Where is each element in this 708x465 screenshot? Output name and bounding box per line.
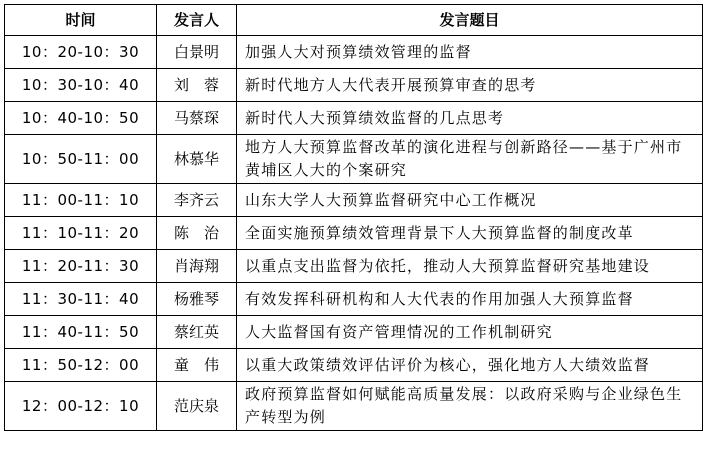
header-topic: 发言题目: [237, 5, 703, 36]
time-cell: 11：50-12：00: [5, 349, 157, 382]
topic-cell: 新时代人大预算绩效监督的几点思考: [237, 102, 703, 135]
topic-cell: 山东大学人大预算监督研究中心工作概况: [237, 184, 703, 217]
table-row: [5, 135, 703, 184]
time-cell: 10：30-10：40: [5, 69, 157, 102]
topic-cell: 以重点支出监督为依托，推动人大预算监督研究基地建设: [237, 250, 703, 283]
speaker-cell: 陈 治: [157, 217, 237, 250]
table-row: [5, 316, 703, 349]
table-row: [5, 349, 703, 382]
time-cell: 10：40-10：50: [5, 102, 157, 135]
table-row: [5, 69, 703, 102]
table-row: [5, 36, 703, 69]
topic-cell: 有效发挥科研机构和人大代表的作用加强人大预算监督: [237, 283, 703, 316]
table-row: [5, 102, 703, 135]
speaker-cell: 蔡红英: [157, 316, 237, 349]
header-row: [5, 5, 703, 36]
time-cell: 11：40-11：50: [5, 316, 157, 349]
time-cell: 11：00-11：10: [5, 184, 157, 217]
time-cell: 10：50-11：00: [5, 135, 157, 184]
topic-cell: 地方人大预算监督改革的演化进程与创新路径——基于广州市黄埔区人大的个案研究: [237, 135, 703, 184]
speaker-cell: 童 伟: [157, 349, 237, 382]
topic-cell: 人大监督国有资产管理情况的工作机制研究: [237, 316, 703, 349]
speaker-cell: 李齐云: [157, 184, 237, 217]
time-cell: 11：10-11：20: [5, 217, 157, 250]
table-row: [5, 184, 703, 217]
topic-cell: 新时代地方人大代表开展预算审查的思考: [237, 69, 703, 102]
speaker-cell: 白景明: [157, 36, 237, 69]
header-speaker: 发言人: [157, 5, 237, 36]
speaker-cell: 马蔡琛: [157, 102, 237, 135]
time-cell: 12：00-12：10: [5, 382, 157, 431]
time-cell: 11：30-11：40: [5, 283, 157, 316]
topic-cell: 全面实施预算绩效管理背景下人大预算监督的制度改革: [237, 217, 703, 250]
table-row: [5, 250, 703, 283]
time-cell: 11：20-11：30: [5, 250, 157, 283]
table-row: [5, 217, 703, 250]
speaker-cell: 杨雅琴: [157, 283, 237, 316]
speaker-cell: 刘 蓉: [157, 69, 237, 102]
speaker-cell: 范庆泉: [157, 382, 237, 431]
schedule-table: [4, 4, 703, 431]
topic-cell: 以重大政策绩效评估评价为核心，强化地方人大绩效监督: [237, 349, 703, 382]
time-cell: 10：20-10：30: [5, 36, 157, 69]
table-row: [5, 382, 703, 431]
speaker-cell: 肖海翔: [157, 250, 237, 283]
header-time: 时间: [5, 5, 157, 36]
topic-cell: 加强人大对预算绩效管理的监督: [237, 36, 703, 69]
topic-cell: 政府预算监督如何赋能高质量发展：以政府采购与企业绿色生产转型为例: [237, 382, 703, 431]
table-row: [5, 283, 703, 316]
speaker-cell: 林慕华: [157, 135, 237, 184]
